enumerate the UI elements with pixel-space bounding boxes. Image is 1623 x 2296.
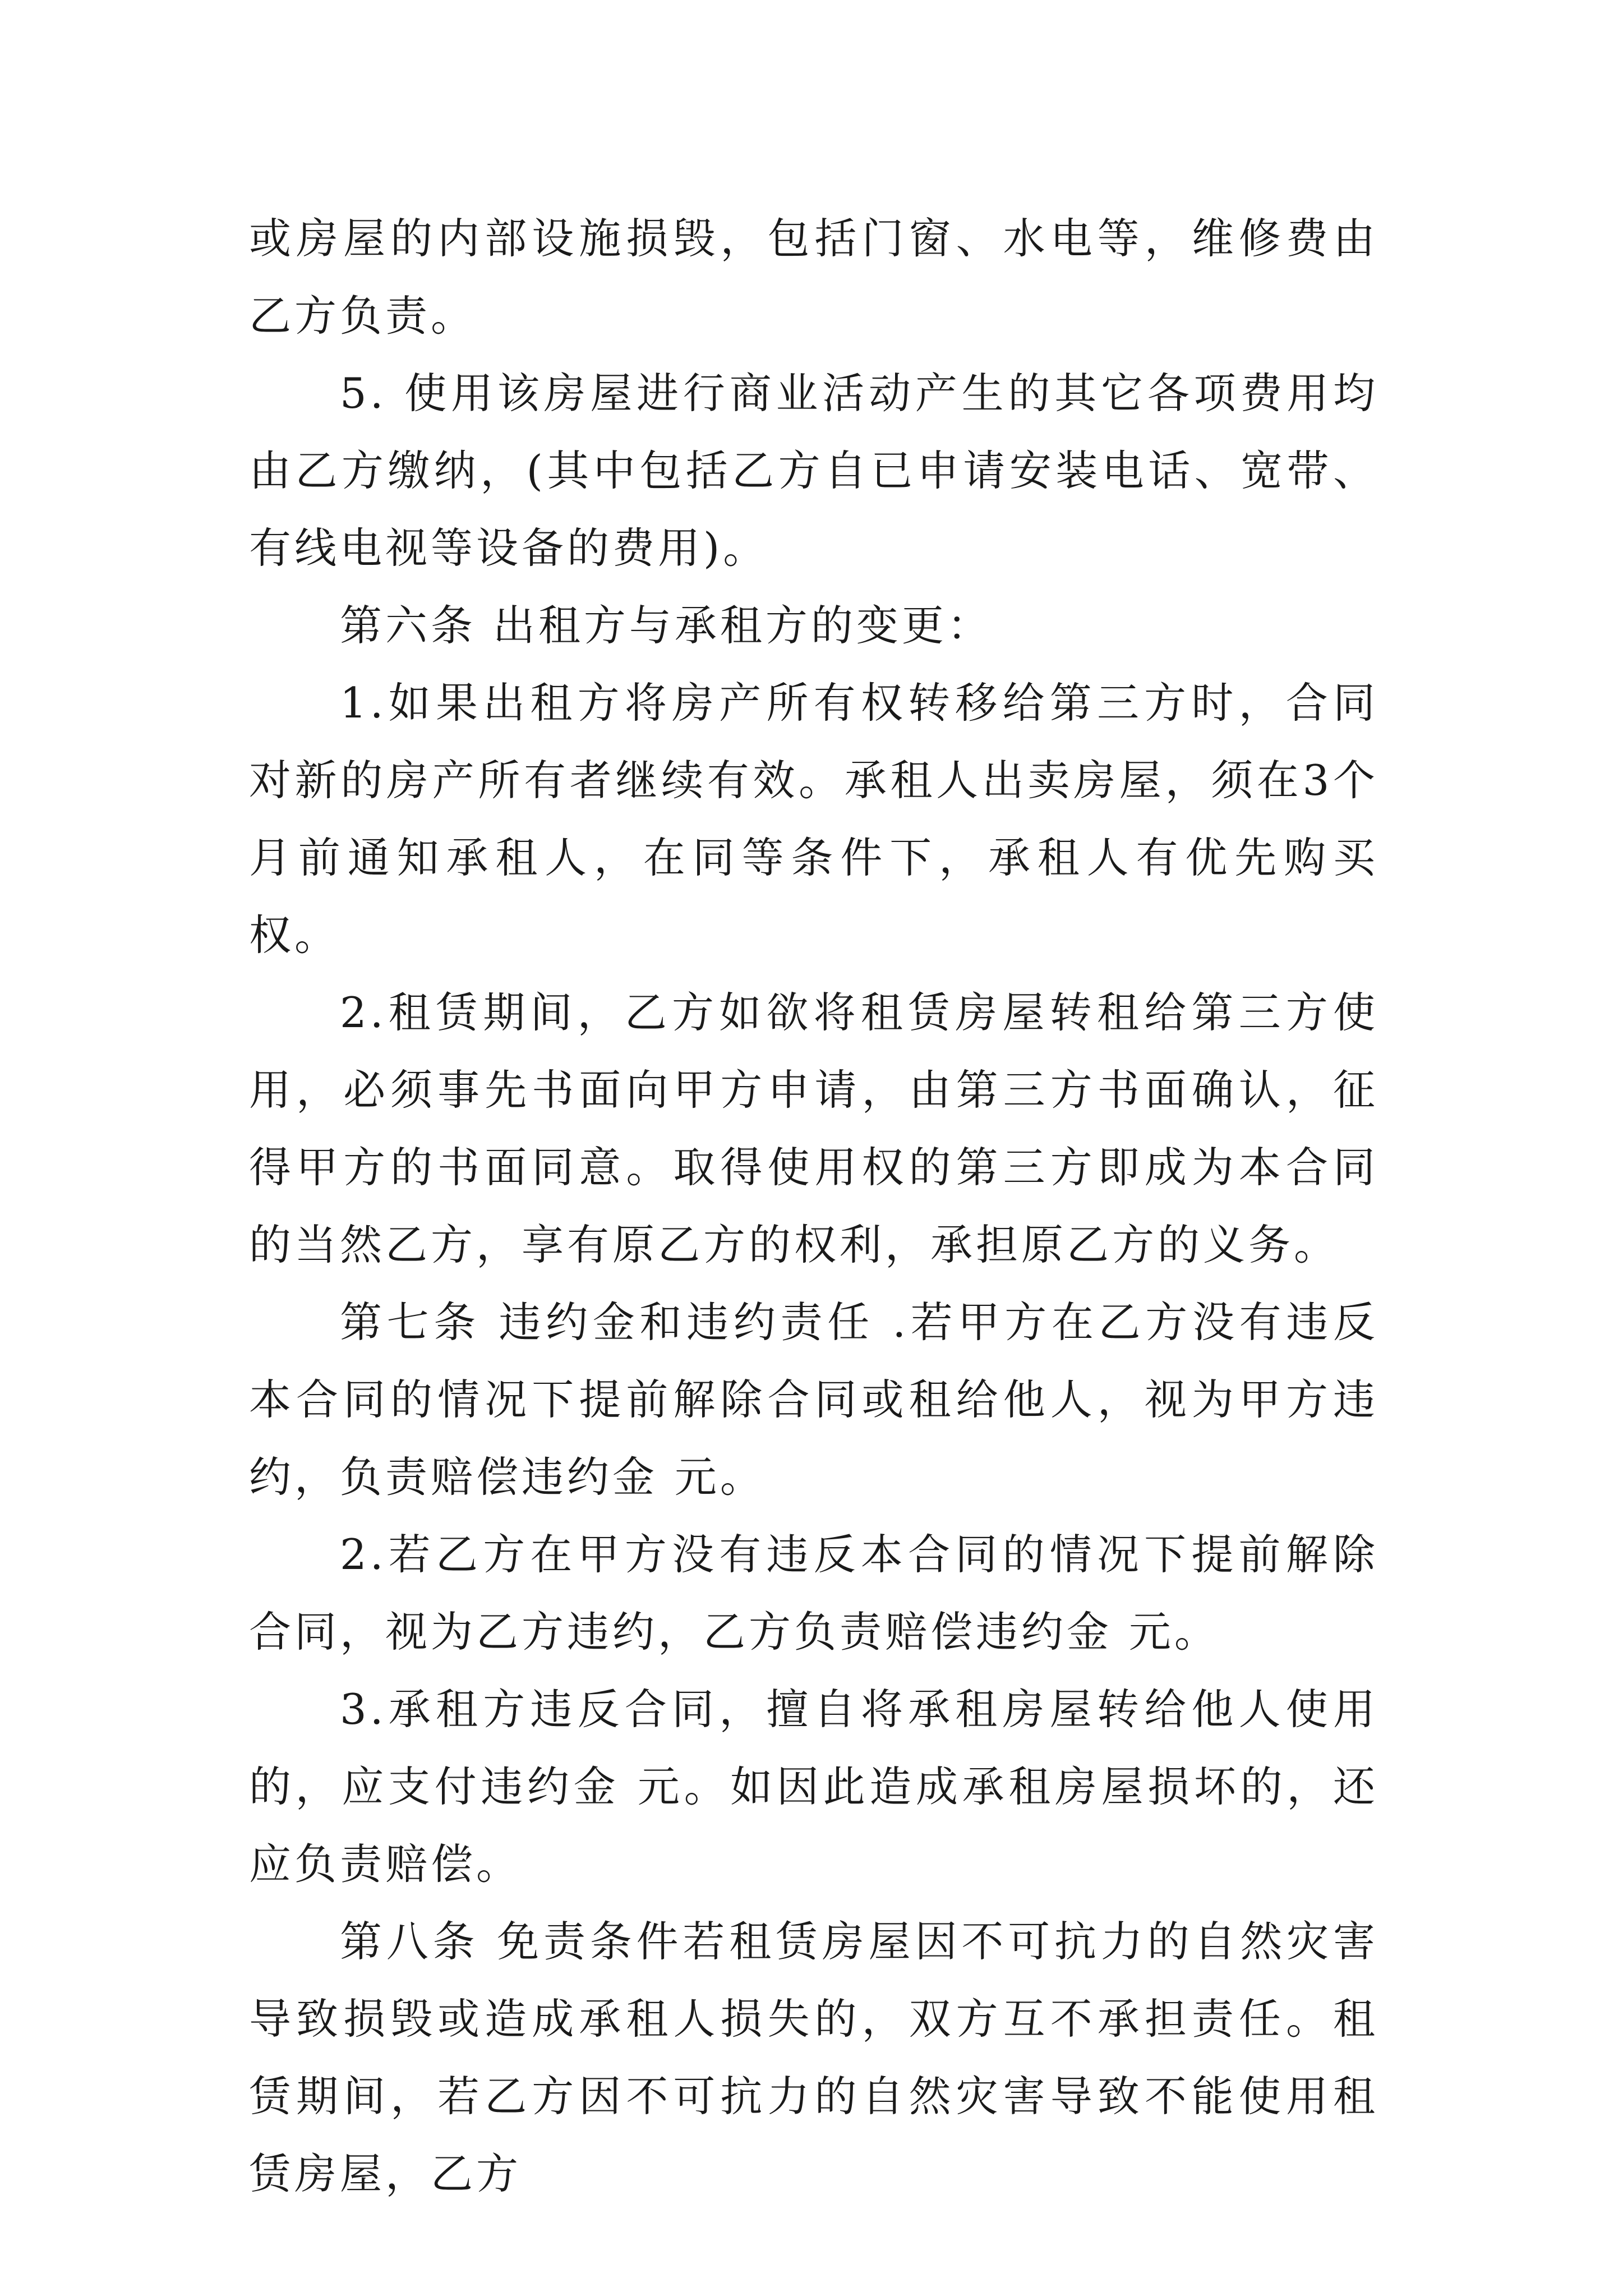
paragraph-continuation: 或房屋的内部设施损毁，包括门窗、水电等，维修费由乙方负责。 (249, 214, 1378, 341)
paragraph-item-5-fees: 5. 使用该房屋进行商业活动产生的其它各项费用均由乙方缴纳，(其中包括乙方自已申请安装电话、宽带、有线电视等设备的费用)。 (249, 369, 1378, 573)
paragraph-article-6-item-1: 1.如果出租方将房产所有权转移给第三方时，合同对新的房产所有者继续有效。承租人出卖房屋，须在3个月前通知承租人，在同等条件下，承租人有优先购买权。 (249, 678, 1378, 960)
article-7-paragraph: 第七条 违约金和违约责任 .若甲方在乙方没有违反本合同的情况下提前解除合同或租给他人，视为甲方违约，负责赔偿违约金 元。 (249, 1297, 1378, 1502)
paragraph-article-7-item-3: 3.承租方违反合同，擅自将承租房屋转给他人使用的，应支付违约金 元。如因此造成承租房屋损坏的，还应负责赔偿。 (249, 1685, 1378, 1889)
article-8-paragraph: 第八条 免责条件若租赁房屋因不可抗力的自然灾害导致损毁或造成承租人损失的，双方互不承担责任。租赁期间，若乙方因不可抗力的自然灾害导致不能使用租赁房屋，乙方 (249, 1917, 1378, 2198)
paragraph-article-6-item-2: 2.租赁期间，乙方如欲将租赁房屋转租给第三方使用，必须事先书面向甲方申请，由第三方书面确认，征得甲方的书面同意。取得使用权的第三方即成为本合同的当然乙方，享有原乙方的权利，承担原乙方的义务。 (249, 988, 1378, 1269)
paragraph-article-7-item-2: 2.若乙方在甲方没有违反本合同的情况下提前解除合同，视为乙方违约，乙方负责赔偿违约金 元。 (249, 1530, 1378, 1657)
document-body (249, 200, 1378, 2212)
article-6-heading: 第六条 出租方与承租方的变更： (340, 601, 993, 650)
